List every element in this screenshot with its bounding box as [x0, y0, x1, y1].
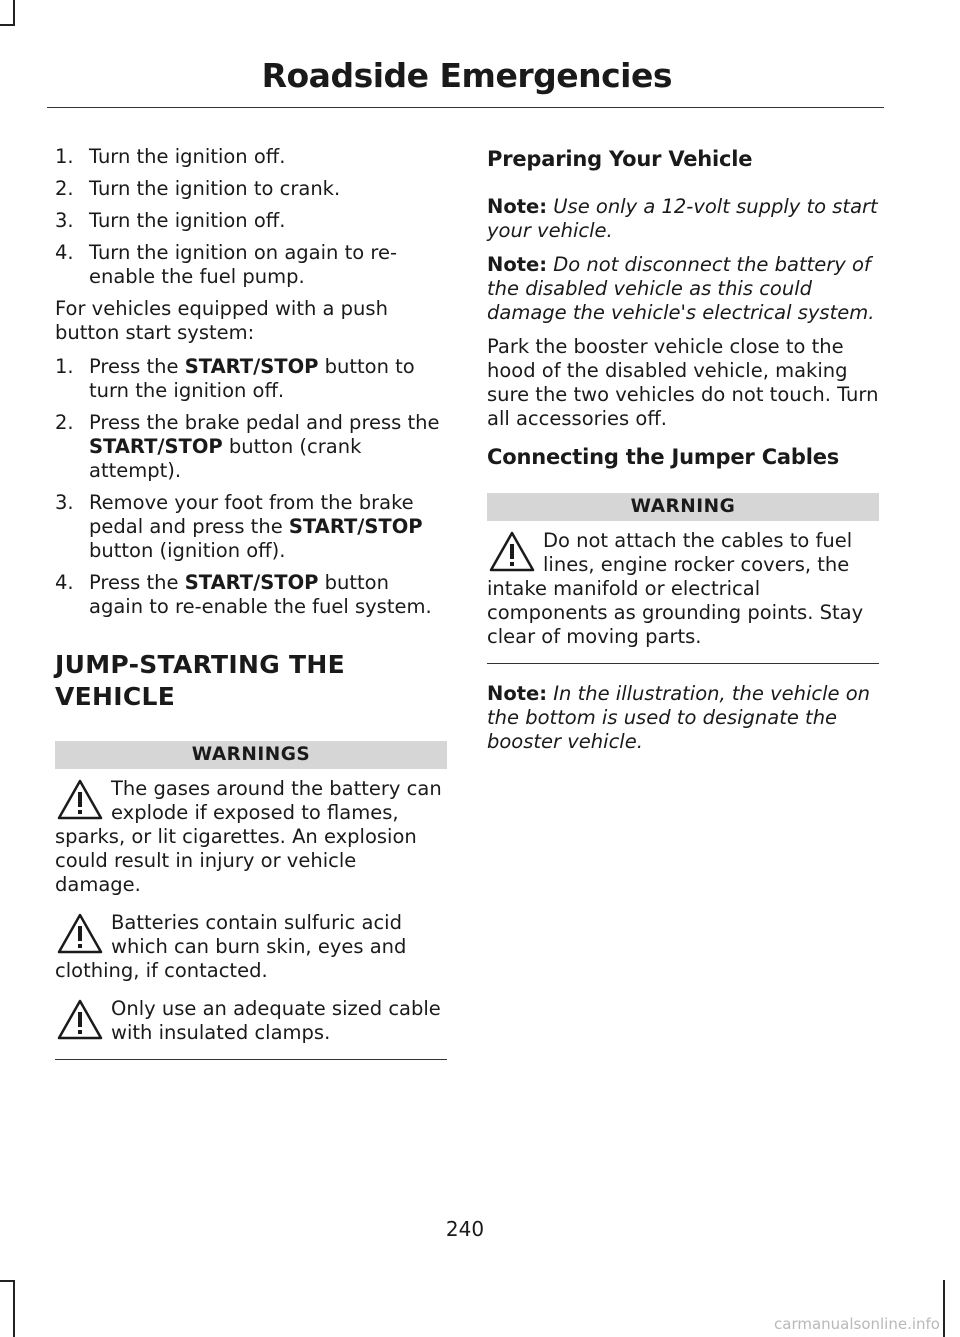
crop-mark-top-left-v [13, 0, 15, 24]
warning-triangle-icon [55, 911, 105, 957]
page-title: Roadside Emergencies [261, 56, 672, 95]
right-column [487, 145, 879, 764]
warning-end-rule [487, 663, 879, 664]
crop-mark-top-left-h [0, 24, 15, 26]
list-item: 3. Turn the ignition off. [55, 209, 286, 232]
warning-item: The gases around the battery can explode if exposed to flames, sparks, or lit cigarettes. An explosion could result in injury or vehicle damage. [55, 777, 442, 896]
list-item: 3. Remove your foot from the brake pedal and press the START/STOP button (ignition off). [55, 491, 423, 562]
title-rule [47, 107, 884, 108]
crop-mark-bottom-left-h [0, 1280, 15, 1282]
list-item: 1. Press the START/STOP button to turn the ignition off. [55, 355, 415, 402]
warning-triangle-icon [55, 777, 105, 823]
warning-triangle-icon [487, 529, 537, 575]
note-illustration: Note: In the illustration, the vehicle on the bottom is used to designate the booster vehicle. [487, 682, 871, 753]
left-column [55, 145, 447, 1078]
list-item: 2. Press the brake pedal and press the START/STOP button (crank attempt). [55, 411, 440, 482]
preparing-vehicle-heading: Preparing Your Vehicle [487, 147, 753, 171]
warnings-end-rule [55, 1059, 447, 1060]
note-voltage: Note: Use only a 12-volt supply to start your vehicle. [487, 195, 878, 242]
push-button-steps-list [55, 355, 447, 619]
warning-item: Do not attach the cables to fuel lines, engine rocker covers, the intake manifold or electrical components as grounding points. Stay clear of moving parts. [487, 529, 864, 648]
crop-mark-bottom-left-v [13, 1280, 15, 1337]
warning-triangle-icon [55, 997, 105, 1043]
list-item: 1. Turn the ignition off. [55, 145, 286, 168]
list-item: 4. Press the START/STOP button again to re-enable the fuel system. [55, 571, 432, 618]
list-item: 4. Turn the ignition on again to re-enable the fuel pump. [55, 241, 398, 288]
warning-item: Batteries contain sulfuric acid which can burn skin, eyes and clothing, if contacted. [55, 911, 407, 982]
park-instructions: Park the booster vehicle close to the hood of the disabled vehicle, making sure the two vehicles do not touch. Turn all accessories off. [487, 335, 879, 430]
crop-mark-bottom-right-v [943, 1280, 945, 1337]
push-button-intro: For vehicles equipped with a push button start system: [55, 297, 388, 344]
section-title: JUMP-STARTING THE VEHICLE [55, 650, 345, 711]
ignition-steps-list [55, 145, 447, 289]
warning-item: Only use an adequate sized cable with insulated clamps. [55, 997, 447, 1045]
page-number: 240 [445, 1217, 485, 1241]
warnings-header: WARNINGS [55, 741, 447, 769]
watermark: carmanualsonline.info [774, 1315, 940, 1333]
connecting-cables-heading: Connecting the Jumper Cables [487, 445, 840, 469]
note-battery: Note: Do not disconnect the battery of the disabled vehicle as this could damage the vehicle's electrical system. [487, 253, 875, 324]
list-item: 2. Turn the ignition to crank. [55, 177, 341, 200]
warning-header: WARNING [487, 493, 879, 521]
